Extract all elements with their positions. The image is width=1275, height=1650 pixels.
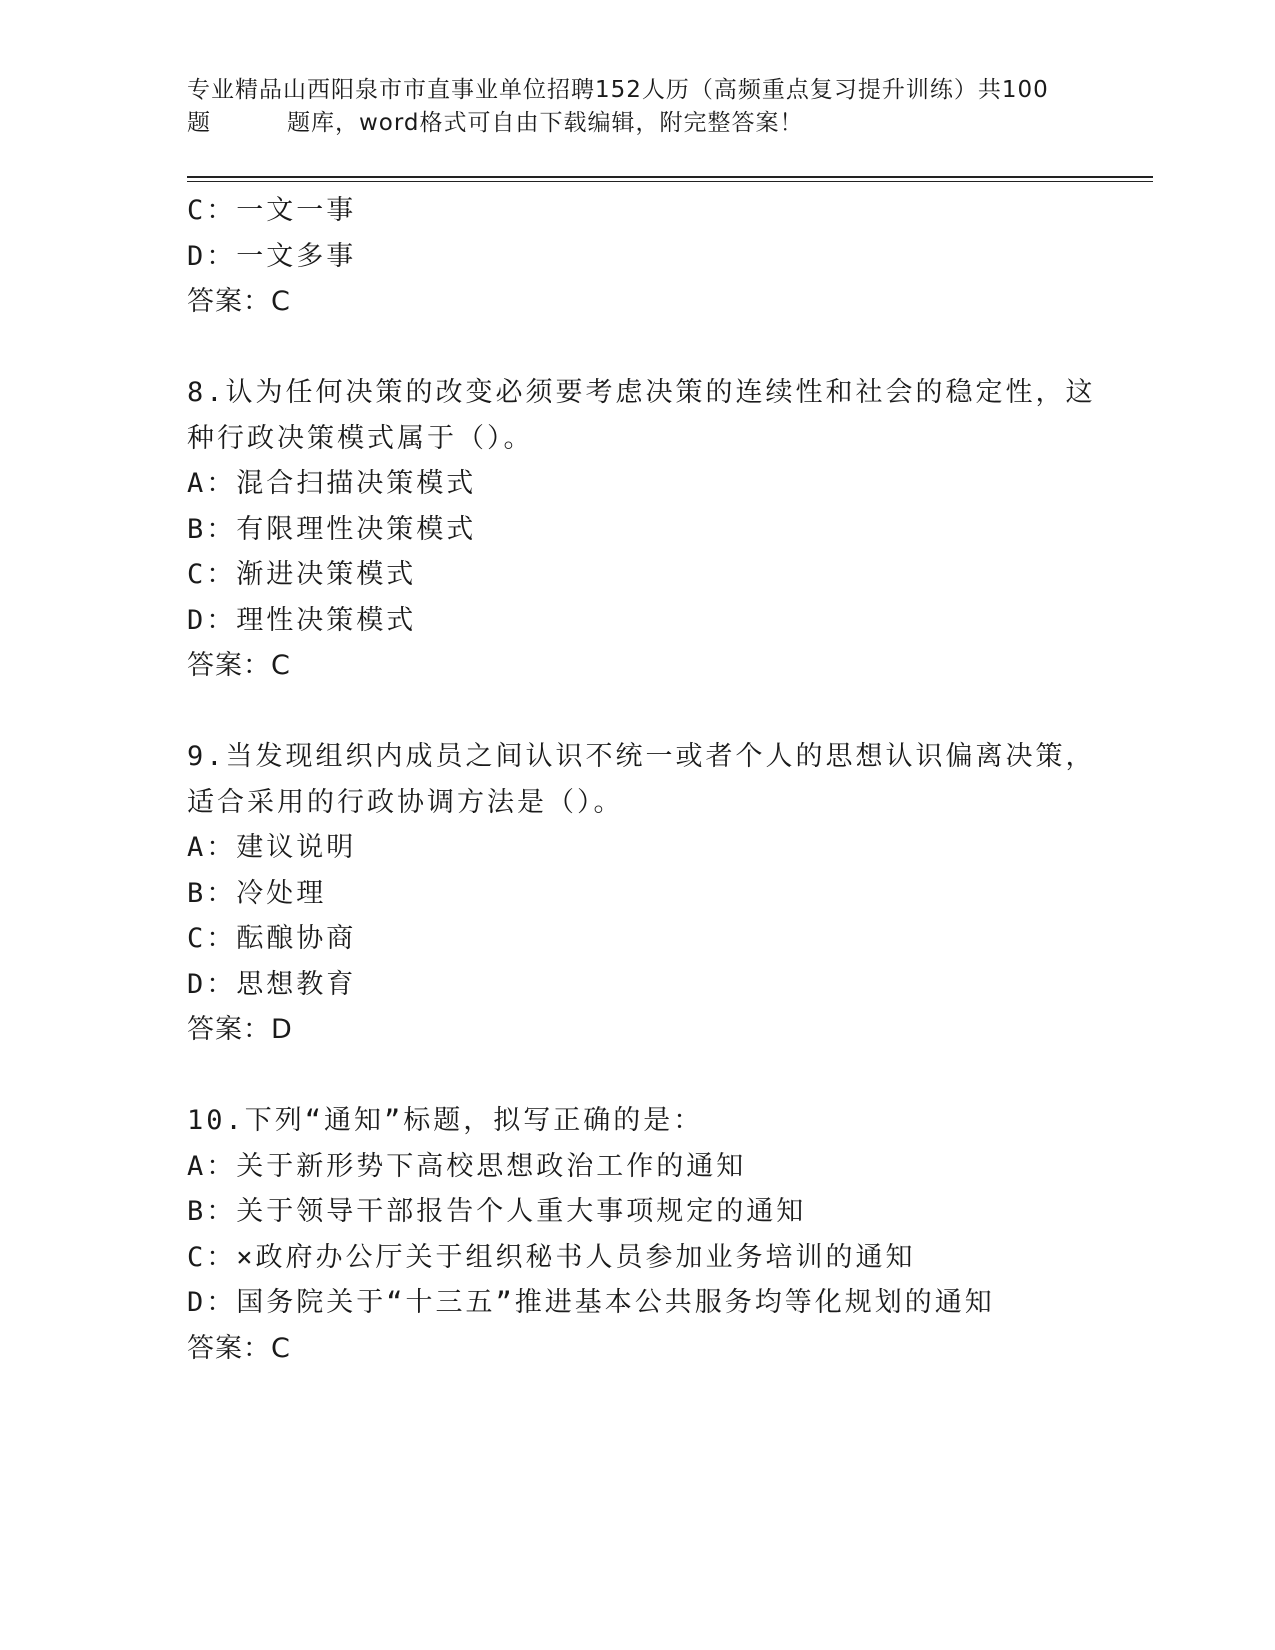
answer-line: 答案：C <box>187 650 291 681</box>
option-text: 有限理性决策模式 <box>236 513 477 545</box>
option-line: B：有限理性决策模式 <box>187 513 477 545</box>
option-line: B：关于领导干部报告个人重大事项规定的通知 <box>187 1196 807 1227</box>
header-title-line-2-end: 题库，word格式可自由下载编辑，附完整答案！ <box>287 110 804 136</box>
option-letter: C <box>187 195 207 226</box>
option-line: A：混合扫描决策模式 <box>187 468 477 499</box>
question-stem: 8.认为任何决策的改变必须要考虑决策的连续性和社会的稳定性，这 <box>187 377 1096 408</box>
option-letter: A <box>187 1150 207 1182</box>
option-text: ×政府办公厅关于组织秘书人员参加业务培训的通知 <box>236 1241 916 1273</box>
answer-line: 答案：C <box>187 286 291 317</box>
header-title-line-1: 专业精品山西阳泉市市直事业单位招聘152人历（高频重点复习提升训练）共100 <box>187 77 1049 103</box>
option-text: 一文一事 <box>236 195 357 226</box>
question-block-8 <box>187 370 1147 689</box>
option-text: 酝酿协商 <box>236 923 357 954</box>
option-line: A：关于新形势下高校思想政治工作的通知 <box>187 1150 747 1182</box>
option-letter: C <box>187 923 207 954</box>
option-line: C：渐进决策模式 <box>187 559 417 590</box>
option-line: C：酝酿协商 <box>187 923 357 954</box>
option-line: A：建议说明 <box>187 832 357 863</box>
option-line: C：一文一事 <box>187 195 357 226</box>
option-letter: C <box>187 559 207 590</box>
option-letter: D <box>187 604 207 636</box>
previous-question-tail <box>187 188 1147 325</box>
option-letter: B <box>187 513 207 545</box>
option-line: D：一文多事 <box>187 240 357 272</box>
option-line: C：×政府办公厅关于组织秘书人员参加业务培训的通知 <box>187 1241 916 1273</box>
question-stem: 种行政决策模式属于（）。 <box>187 422 534 454</box>
option-text: 渐进决策模式 <box>236 559 417 590</box>
option-line: D：思想教育 <box>187 968 357 1000</box>
header-rule-thin <box>187 181 1153 182</box>
option-line: D：理性决策模式 <box>187 604 417 636</box>
question-block-9 <box>187 734 1147 1053</box>
option-line: B：冷处理 <box>187 877 327 909</box>
option-text: 冷处理 <box>236 877 327 909</box>
question-stem: 10.下列“通知”标题，拟写正确的是： <box>187 1105 704 1136</box>
option-text: 国务院关于“十三五”推进基本公共服务均等化规划的通知 <box>236 1287 995 1318</box>
option-text: 一文多事 <box>236 240 357 272</box>
answer-line: 答案：D <box>187 1014 293 1045</box>
option-letter: D <box>187 1287 207 1318</box>
option-text: 建议说明 <box>236 832 357 863</box>
option-letter: C <box>187 1241 207 1273</box>
question-content <box>187 188 1147 1371</box>
option-letter: B <box>187 877 207 909</box>
option-text: 关于领导干部报告个人重大事项规定的通知 <box>236 1196 807 1227</box>
option-letter: A <box>187 468 207 499</box>
option-text: 关于新形势下高校思想政治工作的通知 <box>236 1150 747 1182</box>
option-letter: B <box>187 1196 207 1227</box>
question-stem: 9.当发现组织内成员之间认识不统一或者个人的思想认识偏离决策， <box>187 741 1096 772</box>
option-letter: D <box>187 240 207 272</box>
option-text: 理性决策模式 <box>236 604 417 636</box>
header-title-line-2 <box>187 107 1087 140</box>
option-letter: A <box>187 832 207 863</box>
document-header <box>187 74 1087 140</box>
option-letter: D <box>187 968 207 1000</box>
header-title-line-2-start: 题 <box>187 110 211 136</box>
option-line: D：国务院关于“十三五”推进基本公共服务均等化规划的通知 <box>187 1287 995 1318</box>
option-text: 思想教育 <box>236 968 357 1000</box>
header-rule-thick <box>187 176 1153 178</box>
question-stem: 适合采用的行政协调方法是（）。 <box>187 786 624 818</box>
question-block-10 <box>187 1098 1147 1371</box>
option-text: 混合扫描决策模式 <box>236 468 477 499</box>
answer-line: 答案：C <box>187 1332 291 1364</box>
